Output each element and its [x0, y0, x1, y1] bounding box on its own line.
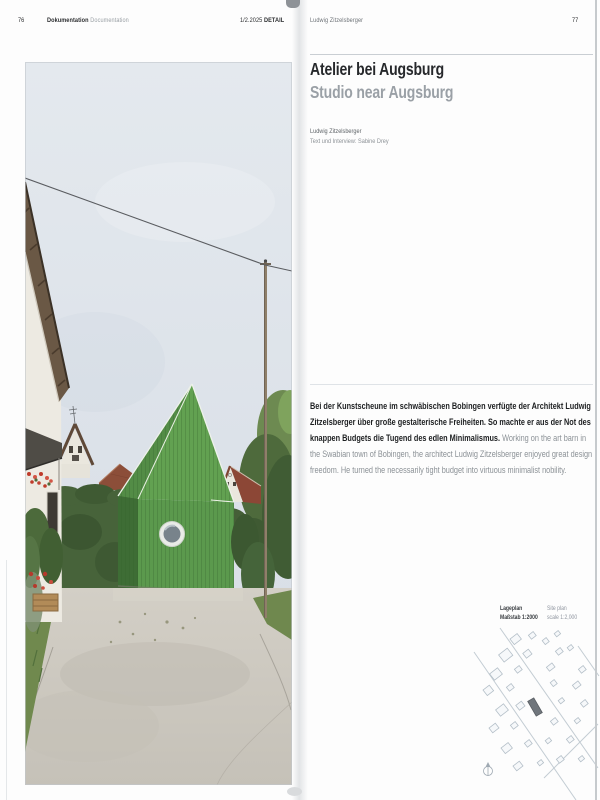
issue-number: 1/2.2025 [240, 17, 263, 24]
site-plan-drawing [458, 626, 600, 800]
studio-photograph [25, 62, 292, 785]
page-edge-right [595, 0, 597, 800]
north-arrow-icon [484, 762, 493, 776]
scan-smudge [287, 787, 302, 796]
siteplan-caption-de-line1: Lageplan [500, 605, 523, 612]
driveway [25, 588, 292, 785]
left-page-number: 76 [18, 17, 25, 24]
article-title-en: Studio near Augsburg [310, 82, 454, 102]
intro-text-en: Working on the art barn in the Swabian town of Bobingen, the architect Ludwig Zitzelsberger enjoyed great design freedom. He turned the necessarily tight budget into virtuous minimalist nobility. [310, 431, 593, 475]
siteplan-caption-de [500, 604, 538, 622]
right-page-number: 77 [572, 17, 579, 24]
page-gutter-shadow [292, 0, 308, 800]
byline-author: Ludwig Zitzelsberger [310, 128, 362, 135]
siteplan-caption-en [547, 604, 577, 622]
intro-text-de: Bei der Kunstscheune im schwäbischen Bobingen verfügte der Architekt Ludwig Zitzelsberger über große gestalterische Freiheiten. So machte er aus der Not des knappen Budgets die Tugend des edlen Minimalismus. [310, 400, 591, 443]
siteplan-caption-en-line2: scale 1:2,000 [547, 614, 578, 621]
issue-runhead [240, 17, 293, 24]
brand-logo-text: DETAIL [263, 17, 285, 24]
siteplan-caption-en-line1: Site plan [547, 605, 567, 612]
page-edge-left [6, 560, 7, 800]
wooden-crate [33, 594, 58, 611]
article-title-de: Atelier bei Augsburg [310, 59, 444, 79]
intro-paragraph [310, 398, 594, 478]
title-rule [310, 54, 593, 55]
article-title [310, 58, 453, 104]
section-runhead [47, 17, 129, 24]
author-runhead: Ludwig Zitzelsberger [310, 17, 364, 24]
spine-notch [286, 0, 300, 8]
siteplan-caption-de-line2: Maßstab 1:2000 [500, 614, 538, 621]
section-label-de: Dokumentation [47, 17, 89, 24]
section-label-en: Documentation [90, 17, 129, 24]
byline-credit: Text und Interview: Sabine Drey [310, 138, 389, 145]
byline [310, 127, 389, 147]
site-plan-studio-highlight [528, 698, 543, 716]
intro-rule [310, 384, 593, 385]
